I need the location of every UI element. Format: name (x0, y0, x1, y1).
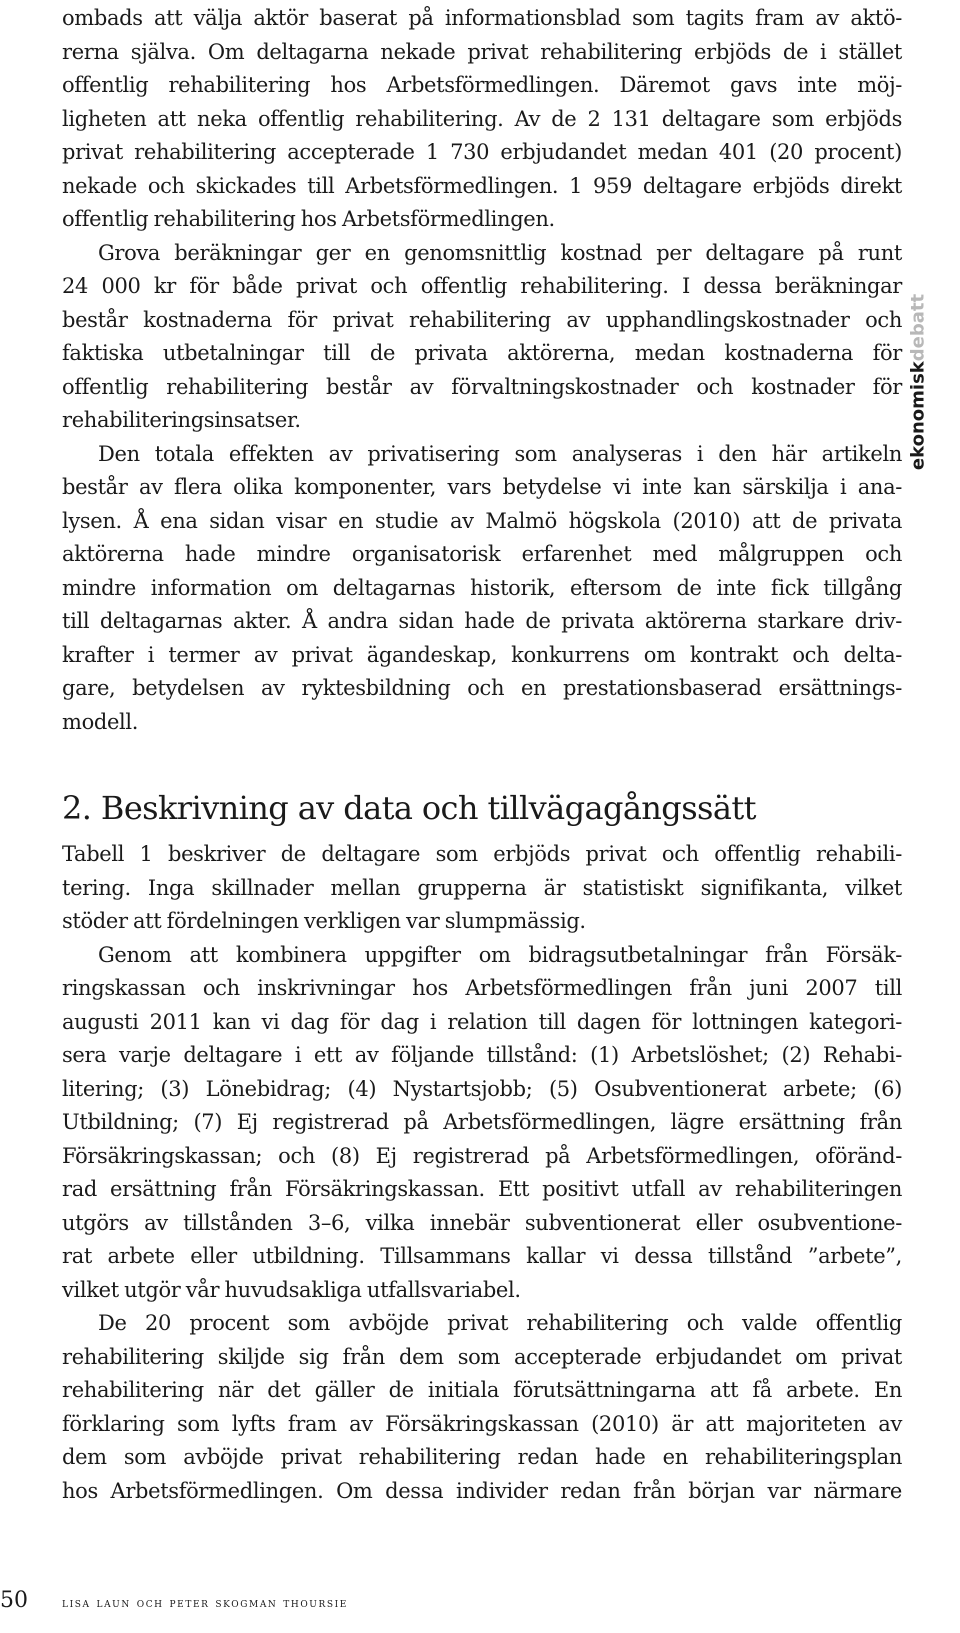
text-line: aktörerna hade mindre organisatorisk erfarenhet med målgruppen och (62, 542, 902, 566)
text-line: rad ersättning från Försäkringskassan. Ett positivt utfall av rehabiliteringen (62, 1177, 902, 1201)
running-footer-authors: lisa laun och peter skogman thoursie (62, 1595, 348, 1611)
text-line: Försäkringskassan; och (8) Ej registrerad på Arbetsförmedlingen, oföränd- (62, 1143, 902, 1168)
text-line: till deltagarnas akter. Å andra sidan hade de privata aktörerna starkare driv- (62, 609, 902, 633)
text-line: krafter i termer av privat ägandeskap, konkurrens om kontrakt och delta- (62, 642, 902, 667)
text-line: rerna själva. Om deltagarna nekade privat rehabilitering erbjöds de i stället (62, 39, 902, 64)
body-text-top (62, 2, 902, 739)
paragraph (62, 838, 902, 939)
text-line: mindre information om deltagarnas historik, eftersom de inte fick tillgång (62, 575, 902, 600)
text-line: augusti 2011 kan vi dag för dag i relation till dagen för lottningen kategori- (62, 1009, 902, 1034)
section-spacer (62, 739, 902, 786)
text-line: rehabiliteringsinsatser. (62, 408, 301, 432)
paragraph (62, 438, 902, 740)
text-line: De 20 procent som avböjde privat rehabilitering och valde offentlig (98, 1311, 902, 1335)
text-line: privat rehabilitering accepterade 1 730 erbjudandet medan 401 (20 procent) (62, 140, 902, 164)
journal-logo-text (908, 294, 929, 470)
paragraph (62, 237, 902, 438)
text-line: Utbildning; (7) Ej registrerad på Arbetsförmedlingen, lägre ersättning från (62, 1110, 902, 1134)
page-number: 50 (0, 1588, 28, 1613)
text-line: vilket utgör vår huvudsakliga utfallsvariabel. (62, 1277, 521, 1302)
text-line: ligheten att neka offentlig rehabilitering. Av de 2 131 deltagare som erbjöds (62, 106, 902, 131)
body-text-bottom (62, 838, 902, 1508)
text-line: Den totala effekten av privatisering som analyseras i den här artikeln (98, 441, 902, 466)
text-line: dem som avböjde privat rehabilitering redan hade en rehabiliteringsplan (62, 1445, 902, 1469)
journal-side-label (903, 282, 933, 482)
text-line: Tabell 1 beskriver de deltagare som erbjöds privat och offentlig rehabili- (62, 842, 902, 866)
paragraph (62, 1307, 902, 1508)
text-line: sera varje deltagare i ett av följande tillstånd: (1) Arbetslöshet; (2) Rehabi- (62, 1043, 902, 1067)
text-line: utgörs av tillstånden 3–6, vilka innebär subventionerat eller osubventione- (62, 1210, 902, 1235)
text-line: rehabilitering skiljde sig från dem som accepterade erbjudandet om privat (62, 1344, 902, 1369)
text-line: ringskassan och inskrivningar hos Arbetsförmedlingen från juni 2007 till (62, 976, 902, 1000)
text-line: lysen. Å ena sidan visar en studie av Malmö högskola (2010) att de privata (62, 508, 902, 533)
text-line: tering. Inga skillnader mellan grupperna är statistiskt signifikanta, vilket (62, 875, 902, 900)
text-line: offentlig rehabilitering består av förvaltningskostnader och kostnader för (62, 374, 902, 399)
text-line: offentlig rehabilitering hos Arbetsförmedlingen. Däremot gavs inte möj- (62, 73, 902, 97)
text-line: offentlig rehabilitering hos Arbetsförmedlingen. (62, 207, 555, 231)
text-line: Grova beräkningar ger en genomsnittlig kostnad per deltagare på runt (98, 240, 902, 265)
section-heading: 2. Beskrivning av data och tillvägagångssätt (62, 789, 756, 827)
text-line: gare, betydelsen av ryktesbildning och en prestationsbaserad ersättnings- (62, 676, 902, 700)
text-line: faktiska utbetalningar till de privata aktörerna, medan kostnaderna för (62, 341, 902, 365)
text-line: ombads att välja aktör baserat på informationsblad som tagits fram av aktö- (62, 6, 902, 30)
text-line: stöder att fördelningen verkligen var slumpmässig. (62, 909, 586, 933)
text-line: litering; (3) Lönebidrag; (4) Nystartsjobb; (5) Osubventionerat arbete; (6) (62, 1076, 902, 1101)
text-line: nekade och skickades till Arbetsförmedlingen. 1 959 deltagare erbjöds direkt (62, 173, 902, 198)
article-body (62, 2, 902, 1508)
text-line: rehabilitering när det gäller de initiala förutsättningarna att få arbete. En (62, 1378, 902, 1402)
paragraph (62, 939, 902, 1308)
text-line: rat arbete eller utbildning. Tillsammans kallar vi dessa tillstånd ”arbete”, (62, 1244, 902, 1268)
journal-name-part-1: ekonomisk (907, 361, 929, 471)
text-line: består kostnaderna för privat rehabilitering av upphandlingskostnader och (62, 307, 902, 332)
journal-name-part-2: debatt (907, 293, 929, 362)
text-line: förklaring som lyfts fram av Försäkringskassan (2010) är att majoriteten av (62, 1411, 902, 1436)
text-line: består av flera olika komponenter, vars betydelse vi inte kan särskilja i ana- (62, 475, 902, 499)
text-line: modell. (62, 709, 139, 734)
page-footer (0, 1586, 960, 1616)
paragraph (62, 2, 902, 237)
text-line: hos Arbetsförmedlingen. Om dessa individer redan från början var närmare (62, 1478, 902, 1503)
text-line: 24 000 kr för både privat och offentlig rehabilitering. I dessa beräkningar (62, 274, 902, 298)
text-line: Genom att kombinera uppgifter om bidragsutbetalningar från Försäk- (98, 942, 902, 967)
